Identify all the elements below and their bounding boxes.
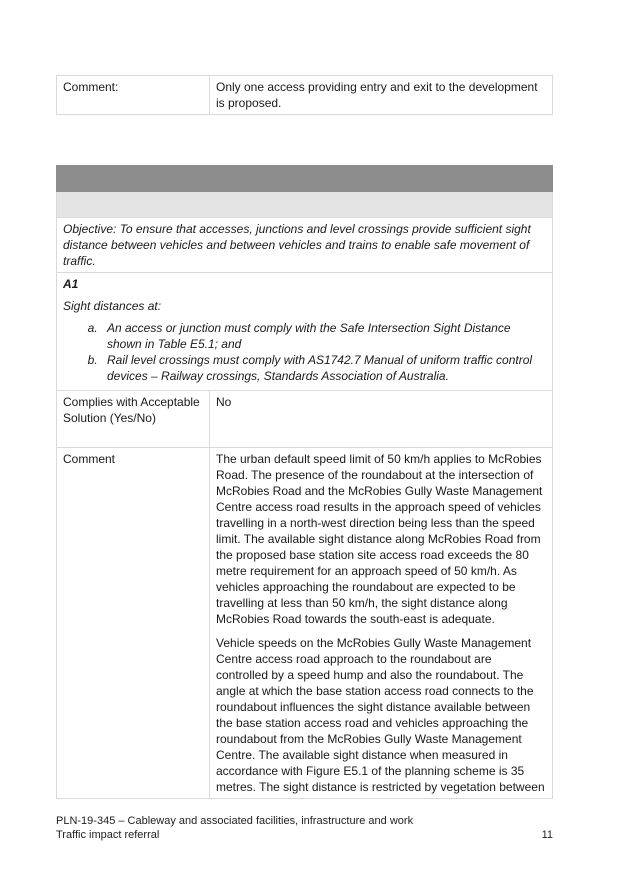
page-number: 11 xyxy=(541,829,553,841)
a1-intro: Sight distances at: xyxy=(63,299,162,313)
a1-list xyxy=(63,320,546,384)
comment-paragraph: The urban default speed limit of 50 km/h applies to McRobies Road. The presence of the roundabout at the intersection of McRobies Road and the McRobies Gully Waste Management Centre access road results in the approach speed of vehicles travelling in a north-west direction being less than the speed limit. The available sight distance along McRobies Road from the proposed base station site access road exceeds the 80 metre requirement for an approach speed of 50 km/h. As vehicles approaching the roundabout are expected to be travelling at less than 50 km/h, the sight distance along McRobies Road towards the south-east is adequate. xyxy=(216,452,543,626)
comment-table-top xyxy=(56,75,553,115)
sight-distance-table xyxy=(56,165,553,799)
comment-value: Only one access providing entry and exit to the development is proposed. xyxy=(210,76,553,115)
a1-heading: A1 xyxy=(63,277,79,291)
footer-line-2: Traffic impact referral xyxy=(56,829,160,841)
acceptable-solution-a1 xyxy=(57,273,553,391)
page-footer xyxy=(56,814,553,842)
complies-label: Complies with Acceptable Solution (Yes/No) xyxy=(57,391,210,448)
list-item: b. Rail level crossings must comply with AS1742.7 Manual of uniform traffic control devices – Railway crossings, Standards Association of Australia. xyxy=(101,352,546,384)
comment-body xyxy=(210,448,553,799)
complies-value: No xyxy=(210,391,553,448)
table-header-bar xyxy=(57,166,553,192)
table-subheader-bar xyxy=(57,192,553,218)
footer-line-1: PLN-19-345 – Cableway and associated facilities, infrastructure and work xyxy=(56,815,414,827)
objective-text: Objective: To ensure that accesses, junctions and level crossings provide sufficient sight distance between vehicles and between vehicles and trains to enable safe movement of traffic. xyxy=(57,218,553,273)
comment-label: Comment: xyxy=(57,76,210,115)
list-item: a. An access or junction must comply with the Safe Intersection Sight Distance shown in Table E5.1; and xyxy=(101,320,546,352)
comment-label: Comment xyxy=(57,448,210,799)
comment-paragraph: Vehicle speeds on the McRobies Gully Waste Management Centre access road approach to the roundabout are controlled by a speed hump and also the roundabout. The angle at which the base station access road connects to the roundabout influences the sight distance available between the base station access road and vehicles approaching the roundabout from the McRobies Gully Waste Management Centre. The available sight distance when measured in accordance with Figure E5.1 of the planning scheme is 35 metres. The sight distance is restricted by vegetation between xyxy=(216,636,545,794)
